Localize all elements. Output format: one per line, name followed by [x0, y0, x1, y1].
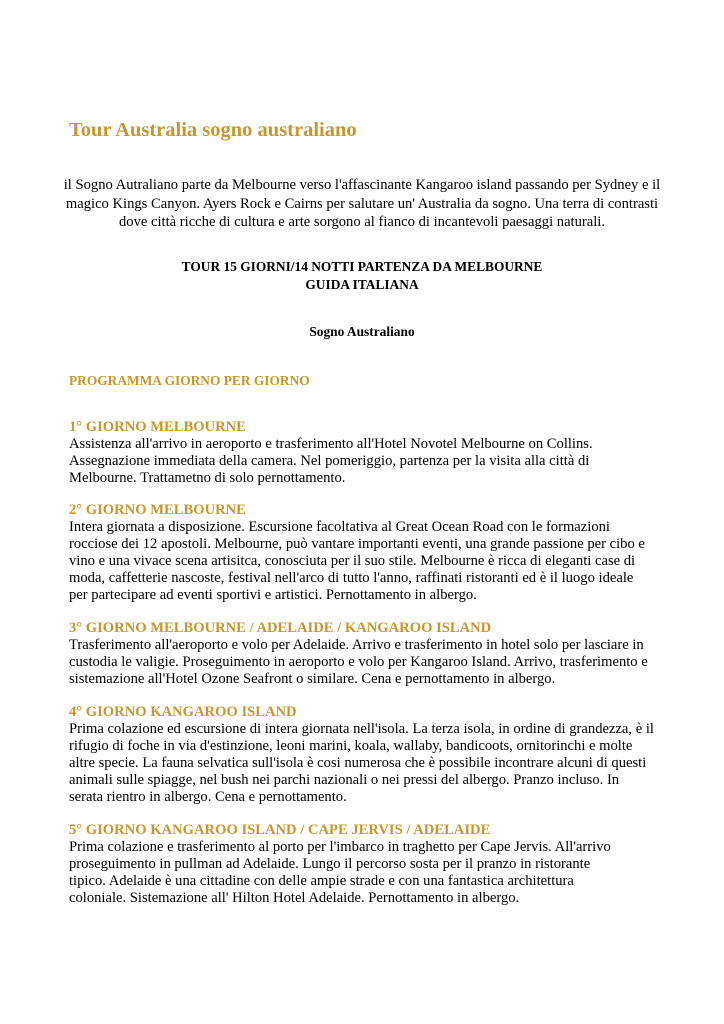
day-section-2: [69, 502, 669, 604]
page-title: Tour Australia sogno australiano: [69, 119, 357, 141]
day-text-line: rifugio di foche in via d'estinzione, leoni marini, koala, wallaby, bandicoots, ornitorinchi e molte: [69, 738, 633, 754]
day-section-4: [69, 704, 669, 806]
day-text-line: tipico. Adelaide è una cittadine con delle ampie strade e con una fantastica architettura: [69, 873, 574, 889]
day-text-line: Prima colazione e trasferimento al porto per l'imbarco in traghetto per Cape Jervis. All'arrivo: [69, 839, 611, 855]
day-section-3: [69, 620, 669, 688]
day-text-line: Assistenza all'arrivo in aeroporto e trasferimento all'Hotel Novotel Melbourne on Collins.: [69, 436, 593, 452]
day-text-line: per partecipare ad eventi sportivi e artistici. Pernottamento in albergo.: [69, 587, 477, 603]
day-title: 3° GIORNO MELBOURNE / ADELAIDE / KANGAROO ISLAND: [69, 620, 492, 636]
day-text-line: sistemazione all'Hotel Ozone Seafront o similare. Cena e pernottamento in albergo.: [69, 671, 556, 687]
day-text-line: Assegnazione immediata della camera. Nel pomeriggio, partenza per la visita alla città di: [69, 453, 590, 469]
day-section-1: [69, 419, 669, 487]
day-text: [69, 637, 669, 688]
day-text-line: Melbourne. Trattametno di solo pernottamento.: [69, 470, 346, 486]
day-text: [69, 436, 669, 487]
day-title: 1° GIORNO MELBOURNE: [69, 419, 246, 435]
tour-heading-line-2: GUIDA ITALIANA: [305, 276, 419, 292]
tour-heading: [60, 258, 664, 293]
day-title: 4° GIORNO KANGAROO ISLAND: [69, 704, 297, 720]
day-text-line: Prima colazione ed escursione di intera giornata nell'isola. La terza isola, in ordine di grandezza, è il: [69, 721, 654, 737]
day-text-line: moda, caffetterie nascoste, festival nell'arco di tutto l'anno, raffinati ristoranti ed è il luogo ideale: [69, 570, 634, 586]
day-text: [69, 839, 669, 907]
day-text-line: custodia le valigie. Proseguimento in aeroporto e volo per Kangaroo Island. Arrivo, trasferimento e: [69, 654, 648, 670]
day-text: [69, 519, 669, 604]
programma-heading: PROGRAMMA GIORNO PER GIORNO: [69, 373, 310, 388]
day-text-line: animali sulle spiagge, nel bush nei parchi nazionali o nei pressi del albergo. Pranzo incluso. In: [69, 772, 620, 788]
day-text-line: coloniale. Sistemazione all' Hilton Hotel Adelaide. Pernottamento in albergo.: [69, 890, 520, 906]
day-title: 2° GIORNO MELBOURNE: [69, 502, 246, 518]
tour-heading-line-1: TOUR 15 GIORNI/14 NOTTI PARTENZA DA MELBOURNE: [181, 259, 543, 274]
day-title: 5° GIORNO KANGAROO ISLAND / CAPE JERVIS / ADELAIDE: [69, 822, 491, 838]
day-text-line: proseguimento in pullman ad Adelaide. Lungo il percorso sosta per il pranzo in ristorante: [69, 856, 591, 872]
day-text-line: Intera giornata a disposizione. Escursione facoltativa al Great Ocean Road con le formazioni: [69, 519, 610, 535]
intro-paragraph: il Sogno Autraliano parte da Melbourne verso l'affascinante Kangaroo island passando per Sydney e il magico Kings Canyon. Ayers Rock e Cairns per salutare un' Australia da sogno. Una terra di contrasti dove città ricche di cultura e arte sorgono al fianco di incantevoli paesaggi naturali.: [63, 177, 661, 230]
day-text-line: altre specie. La fauna selvatica sull'isola è cosi numerosa che è possibile incontrare alcuni di questi: [69, 755, 647, 771]
day-section-5: [69, 822, 669, 907]
day-text-line: Trasferimento all'aeroporto e volo per Adelaide. Arrivo e trasferimento in hotel solo per lasciare in: [69, 637, 644, 653]
day-text-line: serata rientro in albergo. Cena e pernottamento.: [69, 789, 347, 805]
day-text: [69, 721, 669, 806]
day-text-line: rocciose dei 12 apostoli. Melbourne, può vantare importanti eventi, una grande passione per cibo e: [69, 536, 645, 552]
subtitle: Sogno Australiano: [309, 324, 415, 339]
day-text-line: vino e una vivace scena artisitca, conosciuta per il suo stile. Melbourne è ricca di eleganti case di: [69, 553, 636, 569]
